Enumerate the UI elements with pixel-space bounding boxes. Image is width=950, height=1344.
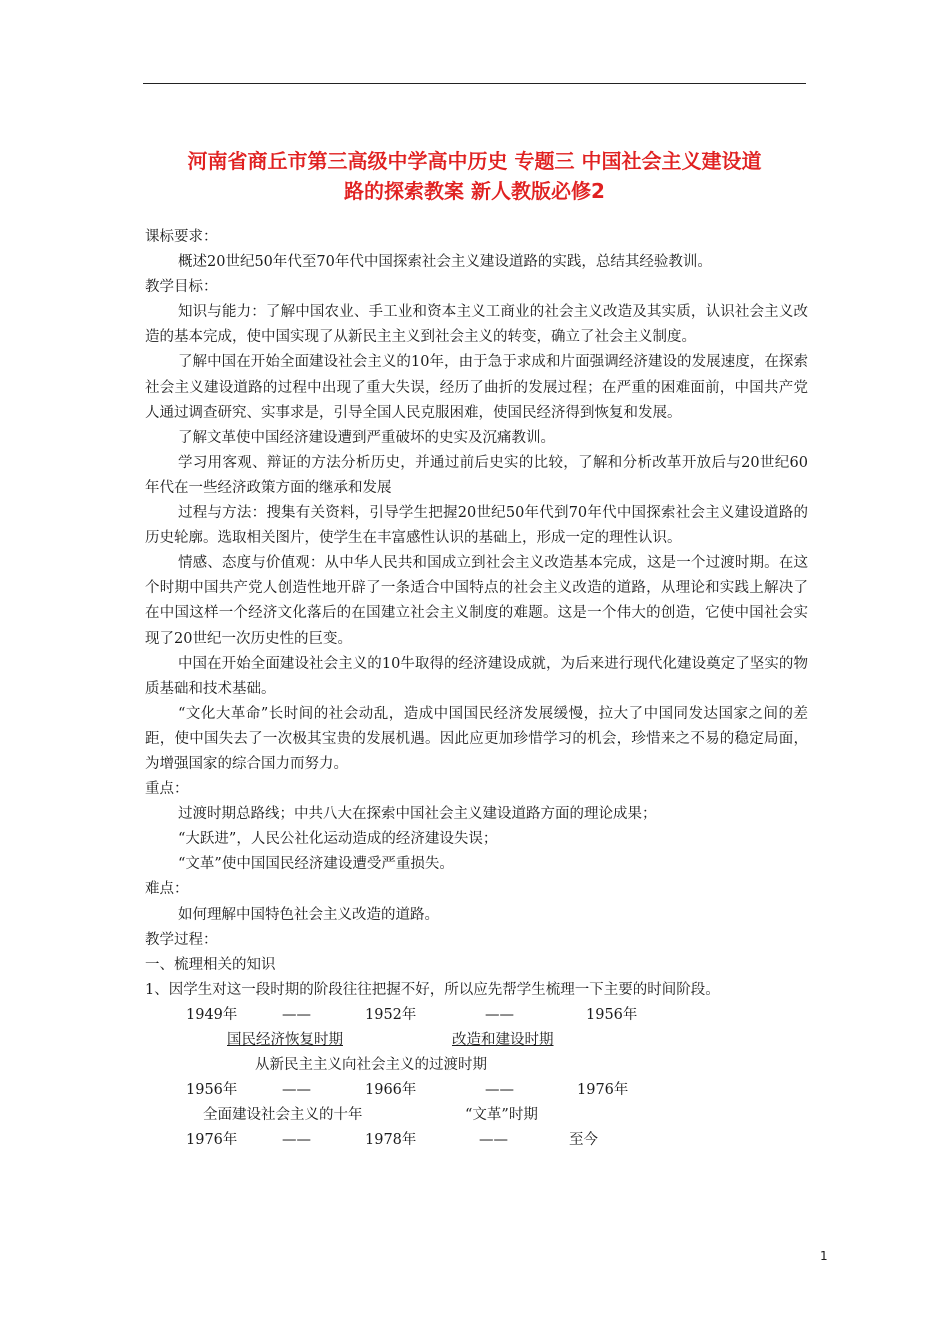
timeline-year: 1956年 <box>586 1006 638 1023</box>
timeline-row-2 <box>145 1028 808 1053</box>
timeline-dash: —— <box>485 1082 514 1099</box>
heading-mubiao: 教学目标： <box>145 279 218 296</box>
header-rule <box>143 83 806 84</box>
key-point-2: “大跃进”，人民公社化运动造成的经济建设失误； <box>178 831 498 848</box>
document-title <box>143 146 806 206</box>
timeline-year: 1976年 <box>577 1082 629 1099</box>
page-number: 1 <box>820 1249 828 1263</box>
paragraph-ten-years: 了解中国在开始全面建设社会主义的10年，由于急于求成和片面强调经济建设的发展速度，在探索社会主义建设道路的过程中出现了重大失误，经历了曲折的发展过程；在严重的困难面前，中国共产党人通过调查研究、实事求是，引导全国人民克服困难，使国民经济得到恢复和发展。 <box>145 354 808 421</box>
timeline-row-3 <box>145 1053 808 1078</box>
title-line-2: 路的探索教案 新人教版必修2 <box>344 179 605 203</box>
kebiao-text: 概述20世纪50年代至70年代中国探索社会主义建设道路的实践，总结其经验教训。 <box>178 254 712 271</box>
heading-guocheng: 教学过程： <box>145 931 218 948</box>
section-heading-1: 一、梳理相关的知识 <box>145 956 276 973</box>
timeline-year: 1949年 <box>186 1006 238 1023</box>
list-item-1: 1、因学生对这一段时期的阶段往往把握不好，所以应先帮学生梳理一下主要的时间阶段。 <box>145 981 720 998</box>
timeline-row-1 <box>145 1003 808 1028</box>
paragraph-emotion: 情感、态度与价值观：从中华人民共和国成立到社会主义改造基本完成，这是一个过渡时期。在这个时期中国共产党人创造性地开辟了一条适合中国特点的社会主义改造的道路，从理论和实践上解决了在中国这样一个经济文化落后的在国建立社会主义制度的难题。这是一个伟大的创造，它使中国社会实现了20世纪一次历史性的巨变。 <box>145 555 808 647</box>
paragraph-achievement: 中国在开始全面建设社会主义的10牛取得的经济建设成就，为后来进行现代化建设奠定了坚实的物质基础和技术基础。 <box>145 655 808 697</box>
paragraph-process: 过程与方法：搜集有关资料，引导学生把握20世纪50年代到70年代中国探索社会主义建设道路的历史轮廓。选取相关图片，使学生在丰富感性认识的基础上，形成一定的理性认识。 <box>145 505 808 547</box>
period-label: 全面建设社会主义的十年 <box>203 1107 363 1124</box>
period-label: “文革”时期 <box>465 1107 538 1124</box>
timeline-year: 1952年 <box>365 1006 417 1023</box>
heading-nandian: 难点： <box>145 881 189 898</box>
paragraph-cultural-revolution: “文化大革命”长时间的社会动乱，造成中国国民经济发展缓慢，拉大了中国同发达国家之间的差距，使中国失去了一次极其宝贵的发展机遇。因此应更加珍惜学习的机会，珍惜来之不易的稳定局面，为增强国家的综合国力而努力。 <box>145 705 808 772</box>
period-label: 改造和建设时期 <box>452 1032 554 1048</box>
timeline-dash: —— <box>282 1132 311 1149</box>
document-body <box>145 225 808 1153</box>
timeline-year: 1976年 <box>186 1132 238 1149</box>
timeline-year: 至今 <box>569 1132 598 1149</box>
timeline-year: 1956年 <box>186 1082 238 1099</box>
period-label: 国民经济恢复时期 <box>227 1032 343 1048</box>
timeline-year: 1978年 <box>365 1132 417 1149</box>
difficulty-1: 如何理解中国特色社会主义改造的道路。 <box>178 906 439 923</box>
timeline-row-6 <box>145 1128 808 1153</box>
paragraph-wenge: 了解文革使中国经济建设遭到严重破坏的史实及沉痛教训。 <box>178 429 555 446</box>
heading-zhongdian: 重点： <box>145 781 189 798</box>
timeline-dash: —— <box>479 1132 508 1149</box>
key-point-1: 过渡时期总路线；中共八大在探索中国社会主义建设道路方面的理论成果； <box>178 806 657 823</box>
timeline-dash: —— <box>282 1006 311 1023</box>
timeline-dash: —— <box>485 1006 514 1023</box>
timeline-row-4 <box>145 1078 808 1103</box>
timeline-row-5 <box>145 1103 808 1128</box>
paragraph-knowledge: 知识与能力：了解中国农业、手工业和资本主义工商业的社会主义改造及其实质，认识社会主义改造的基本完成，使中国实现了从新民主主义到社会主义的转变，确立了社会主义制度。 <box>145 304 808 346</box>
timeline-dash: —— <box>282 1082 311 1099</box>
key-point-3: “文革”使中国国民经济建设遭受严重损失。 <box>178 856 454 873</box>
period-label: 从新民主主义向社会主义的过渡时期 <box>255 1057 487 1074</box>
title-line-1: 河南省商丘市第三高级中学高中历史 专题三 中国社会主义建设道 <box>187 149 762 173</box>
heading-kebiao: 课标要求： <box>145 229 218 245</box>
timeline-year: 1966年 <box>365 1082 417 1099</box>
paragraph-method: 学习用客观、辩证的方法分析历史，并通过前后史实的比较，了解和分析改革开放后与20世纪60年代在一些经济政策方面的继承和发展 <box>145 454 808 496</box>
